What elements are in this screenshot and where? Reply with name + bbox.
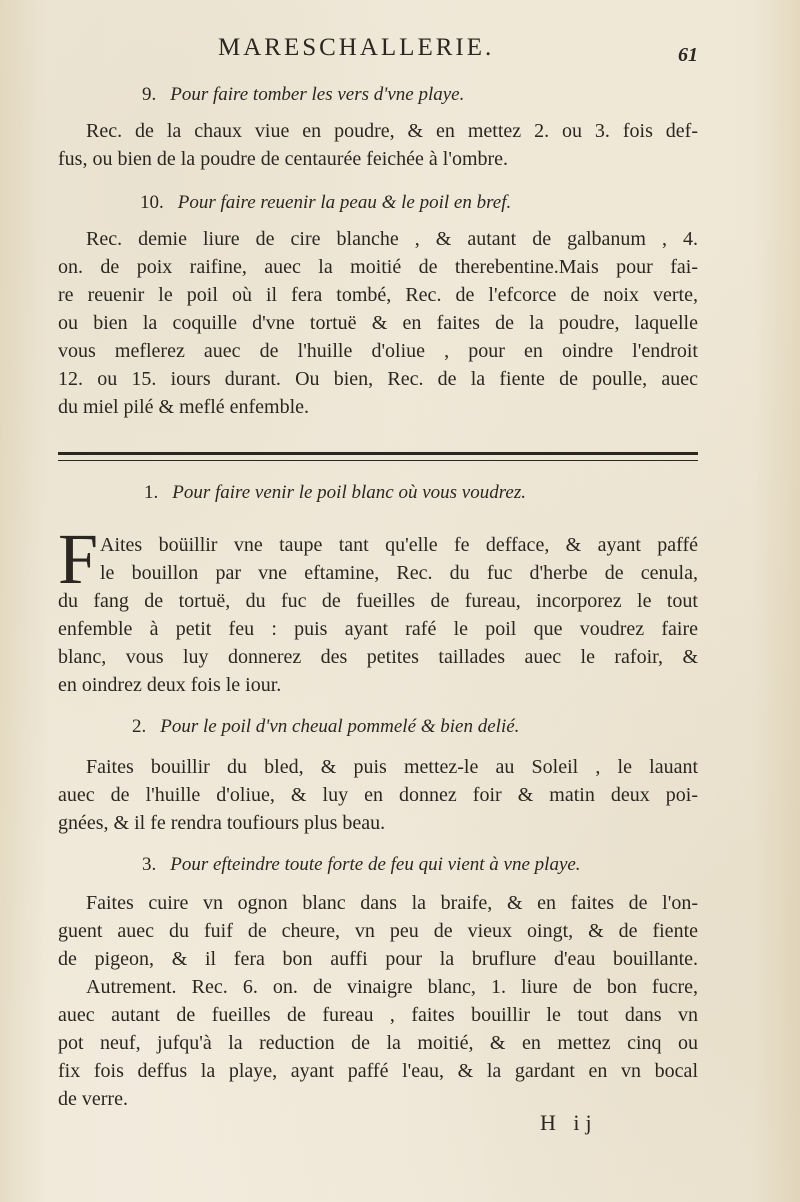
text-line: Rec. demie liure de cire blanche , & autant de galbanum , 4. [86, 228, 698, 250]
text-line: fix fois deffus la playe, ayant paffé l'eau, & la gardant en vn bocal [58, 1060, 698, 1082]
recipe-title: Pour le poil d'vn cheual pommelé & bien delié. [160, 716, 520, 737]
text-line: du fang de tortuë, du fuc de fueilles de fureau, incorporez le tout [58, 590, 698, 612]
recipe-number: 3. [142, 854, 157, 875]
text-line: auec autant de fueilles de fureau , faites bouillir le tout dans vn [58, 1004, 698, 1026]
recipe-heading [140, 192, 511, 214]
text-line: Autrement. Rec. 6. on. de vinaigre blanc, 1. liure de bon fucre, [86, 976, 698, 998]
text-line: Aites boüillir vne taupe tant qu'elle fe defface, & ayant paffé [100, 534, 698, 556]
running-head: MARESCHALLERIE. [218, 34, 495, 61]
recipe-heading [132, 716, 519, 738]
text-line: pot neuf, jufqu'à la reduction de la moitié, & en mettez cinq ou [58, 1032, 698, 1054]
recipe-heading [142, 854, 581, 876]
recipe-title: Pour faire venir le poil blanc où vous voudrez. [172, 482, 526, 503]
text-line: guent auec du fuif de cheure, vn peu de vieux oingt, & de fiente [58, 920, 698, 942]
recipe-title: Pour faire tomber les vers d'vne playe. [170, 84, 465, 105]
text-line: auec de l'huille d'oliue, & luy en donnez foir & matin deux poi- [58, 784, 698, 806]
text-line: Faites bouillir du bled, & puis mettez-le au Soleil , le lauant [86, 756, 698, 778]
text-line: 12. ou 15. iours durant. Ou bien, Rec. de la fiente de poulle, auec [58, 368, 698, 390]
recipe-title: Pour efteindre toute forte de feu qui vient à vne playe. [170, 854, 581, 875]
text-line: re reuenir le poil où il fera tombé, Rec. de l'efcorce de noix verte, [58, 284, 698, 306]
text-line: Rec. de la chaux viue en poudre, & en mettez 2. ou 3. fois def- [86, 120, 698, 142]
text-line: fus, ou bien de la poudre de centaurée feichée à l'ombre. [58, 148, 509, 170]
recipe-heading [144, 482, 526, 504]
text-line: de verre. [58, 1088, 128, 1110]
signature-mark: H ij [540, 1110, 598, 1135]
recipe-title: Pour faire reuenir la peau & le poil en bref. [177, 192, 512, 213]
recipe-number: 9. [142, 84, 157, 105]
text-line: on. de poix raifine, auec la moitié de therebentine.Mais pour fai- [58, 256, 698, 278]
recipe-number: 10. [140, 192, 164, 213]
text-line: gnées, & il fe rendra toufiours plus beau. [58, 812, 386, 834]
text-line: vous meflerez auec de l'huille d'oliue , pour en oindre l'endroit [58, 340, 698, 362]
text-line: en oindrez deux fois le iour. [58, 674, 282, 696]
text-line: blanc, vous luy donnerez des petites taillades auec le rafoir, & [58, 646, 698, 668]
text-line: le bouillon par vne eftamine, Rec. du fuc d'herbe de cenula, [100, 562, 698, 584]
text-line: du miel pilé & meflé enfemble. [58, 396, 310, 418]
text-line: enfemble à petit feu : puis ayant rafé le poil que voudrez faire [58, 618, 698, 640]
text-line: Faites cuire vn ognon blanc dans la braife, & en faites de l'on- [86, 892, 698, 914]
drop-cap: F [58, 530, 98, 588]
section-divider [58, 452, 698, 461]
recipe-heading [142, 84, 464, 106]
recipe-number: 1. [144, 482, 159, 503]
recipe-number: 2. [132, 716, 147, 737]
text-line: de pigeon, & il fera bon auffi pour la bruflure d'eau bouillante. [58, 948, 698, 970]
text-line: ou bien la coquille d'vne tortuë & en faites de la poudre, laquelle [58, 312, 698, 334]
page-number: 61 [678, 44, 698, 66]
